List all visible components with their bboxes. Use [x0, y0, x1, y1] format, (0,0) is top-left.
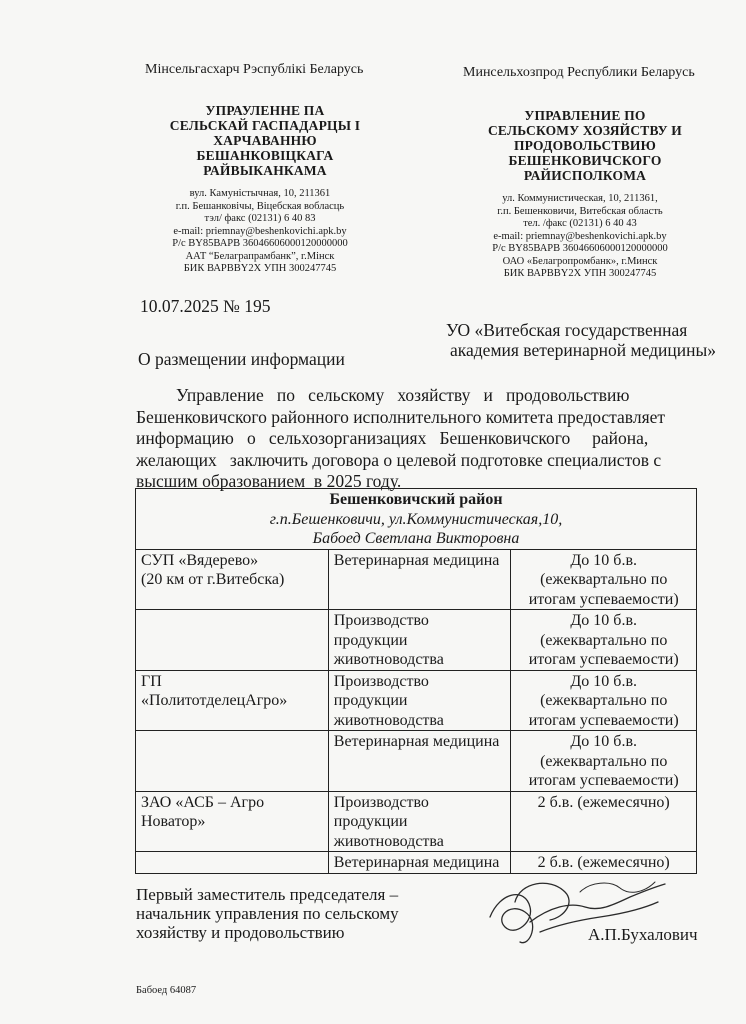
spec-line: Ветеринарная медицина	[333, 733, 500, 750]
left-address-line: e-mail: priemnay@beshenkovichi.apk.by	[173, 225, 347, 237]
district-address: г.п.Бешенковичи, ул.Коммунистическая,10,	[269, 510, 563, 528]
signer-name: А.П.Бухалович	[588, 925, 698, 944]
spec-line: продукции	[333, 692, 408, 709]
spec-line: продукции	[333, 631, 408, 649]
organizations-table	[135, 488, 697, 874]
signoff-line: хозяйству и продовольствию	[136, 923, 345, 942]
spec-cell	[328, 731, 511, 792]
right-address-line: ОАО «Белагропромбанк», г.Минск	[502, 255, 658, 267]
org-line: (20 км от г.Витебска)	[141, 571, 285, 588]
pay-line: 2 б.в. (ежемесячно)	[537, 793, 670, 811]
contact-person: Бабоед Светлана Викторовна	[312, 530, 520, 547]
table-header-row	[136, 489, 697, 550]
spec-cell	[328, 549, 511, 610]
left-title-line: УПРАУЛЕННЕ ПА	[205, 103, 325, 118]
table-row	[136, 549, 697, 610]
org-line: СУП «Вядерево»	[141, 551, 259, 569]
org-cell	[136, 791, 329, 852]
left-address-line: ААТ “Белаграпрамбанк”, г.Мінск	[185, 250, 335, 262]
left-address-line: г.п. Бешанковічы, Віцебская вобласць	[175, 200, 345, 212]
signoff-line: Первый заместитель председателя –	[136, 885, 399, 904]
pay-line: До 10 б.в.	[570, 672, 637, 690]
right-address-line: Р/с BY85ВАРВ 36046606000120000000	[492, 243, 668, 254]
recipient-line: академия ветеринарной медицины»	[450, 340, 716, 360]
left-address-line: БИК ВАРВВY2X УПН 300247745	[183, 263, 337, 274]
org-line: «ПолитотделецАгро»	[141, 692, 288, 709]
table-row	[136, 731, 697, 792]
footer-note: Бабоед 64087	[136, 985, 197, 996]
recipient	[446, 320, 716, 360]
org-cell	[136, 610, 329, 671]
org-cell	[136, 852, 329, 874]
spec-line: Производство	[333, 612, 429, 629]
pay-line: итогам успеваемости)	[528, 590, 679, 608]
body-line: Бешенковичского районного исполнительного комитета предоставляет	[136, 406, 666, 427]
spec-line: Ветеринарная медицина	[333, 551, 500, 569]
pay-cell	[511, 549, 697, 610]
pay-cell	[511, 791, 697, 852]
pay-cell	[511, 670, 697, 731]
spec-line: продукции	[333, 813, 408, 830]
spec-cell	[328, 791, 511, 852]
right-address-line: г.п. Бешенковичи, Витебская область	[497, 205, 663, 217]
left-address-line: Р/с BY85ВАРВ 36046606000120000000	[172, 238, 348, 249]
body-line: информацию о сельхозорганизациях Бешенковичского района,	[136, 428, 649, 448]
spec-cell	[328, 610, 511, 671]
table-row	[136, 670, 697, 731]
org-line: ЗАО «АСБ – Агро	[141, 793, 265, 811]
org-line: Новатор»	[141, 813, 206, 830]
right-title-line: УПРАВЛЕНИЕ ПО	[524, 108, 646, 123]
right-address-line: БИК ВАРВВY2X УПН 300247745	[503, 268, 657, 279]
spec-line: животноводства	[333, 651, 444, 668]
district-name: Бешенковичский район	[329, 491, 503, 508]
pay-line: (ежеквартально по	[540, 631, 668, 649]
pay-line: 2 б.в. (ежемесячно)	[537, 854, 670, 871]
pay-line: итогам успеваемости)	[528, 711, 679, 729]
left-address-line: тэл/ факс (02131) 6 40 83	[204, 213, 316, 224]
left-title-line: СЕЛЬСКАЙ ГАСПАДАРЦЫ І	[169, 118, 361, 133]
right-address-line: e-mail: priemnay@beshenkovichi.apk.by	[493, 230, 667, 242]
right-title-line: ПРОДОВОЛЬСТВИЮ	[513, 138, 657, 153]
table-row	[136, 610, 697, 671]
pay-cell	[511, 610, 697, 671]
pay-line: До 10 б.в.	[570, 733, 637, 750]
pay-line: До 10 б.в.	[570, 612, 637, 629]
right-dept-title	[465, 108, 705, 183]
signoff-block	[136, 885, 399, 942]
left-address-line: вул. Камуністычная, 10, 211361	[189, 188, 331, 199]
right-address-line: тел. /факс (02131) 6 40 43	[523, 218, 637, 229]
subject: О размещении информации	[138, 349, 345, 369]
right-title-line: БЕШЕНКОВИЧСКОГО	[508, 153, 662, 168]
right-title-line: СЕЛЬСКОМУ ХОЗЯЙСТВУ И	[487, 123, 683, 138]
left-title-line: БЕШАНКОВІЦКАГА	[196, 148, 334, 163]
pay-line: (ежеквартально по	[540, 752, 668, 770]
body-line: высшим образованием в 2025 году.	[136, 471, 402, 491]
body-line: Управление по сельскому хозяйству и продовольствию	[176, 385, 630, 405]
handwritten-signature	[470, 862, 680, 972]
spec-line: Производство	[333, 672, 429, 690]
left-dept-title	[140, 103, 390, 178]
right-address-block	[470, 193, 690, 281]
spec-line: Ветеринарная медицина	[333, 854, 500, 871]
left-address-block	[145, 188, 375, 276]
pay-line: До 10 б.в.	[570, 551, 637, 569]
signoff-line: начальник управления по сельскому	[136, 904, 399, 923]
right-ministry: Минсельхозпрод Республики Беларусь	[463, 65, 695, 80]
pay-line: (ежеквартально по	[540, 571, 668, 588]
org-cell	[136, 670, 329, 731]
pay-line: итогам успеваемости)	[528, 651, 679, 668]
left-title-line: РАЙВЫКАНКАМА	[203, 163, 327, 178]
right-title-line: РАЙИСПОЛКОМА	[523, 168, 647, 183]
org-line: ГП	[141, 672, 162, 690]
body-paragraph	[136, 385, 706, 493]
doc-date-number: 10.07.2025 № 195	[140, 296, 271, 316]
org-cell	[136, 731, 329, 792]
table-row	[136, 791, 697, 852]
body-line: желающих заключить договора о целевой подготовке специалистов с	[136, 449, 662, 470]
pay-line: итогам успеваемости)	[528, 772, 679, 789]
left-title-line: ХАРЧАВАННЮ	[213, 133, 317, 148]
spec-cell	[328, 670, 511, 731]
spec-line: животноводства	[333, 711, 444, 729]
pay-cell	[511, 731, 697, 792]
spec-line: Производство	[333, 793, 429, 811]
org-cell	[136, 549, 329, 610]
table-header-cell	[136, 489, 697, 550]
recipient-line: УО «Витебская государственная	[446, 320, 688, 340]
left-ministry: Мінсельгасхарч Рэспублікі Беларусь	[145, 62, 364, 77]
spec-line: животноводства	[333, 832, 444, 850]
right-address-line: ул. Коммунистическая, 10, 211361,	[502, 193, 658, 204]
pay-line: (ежеквартально по	[540, 692, 668, 709]
